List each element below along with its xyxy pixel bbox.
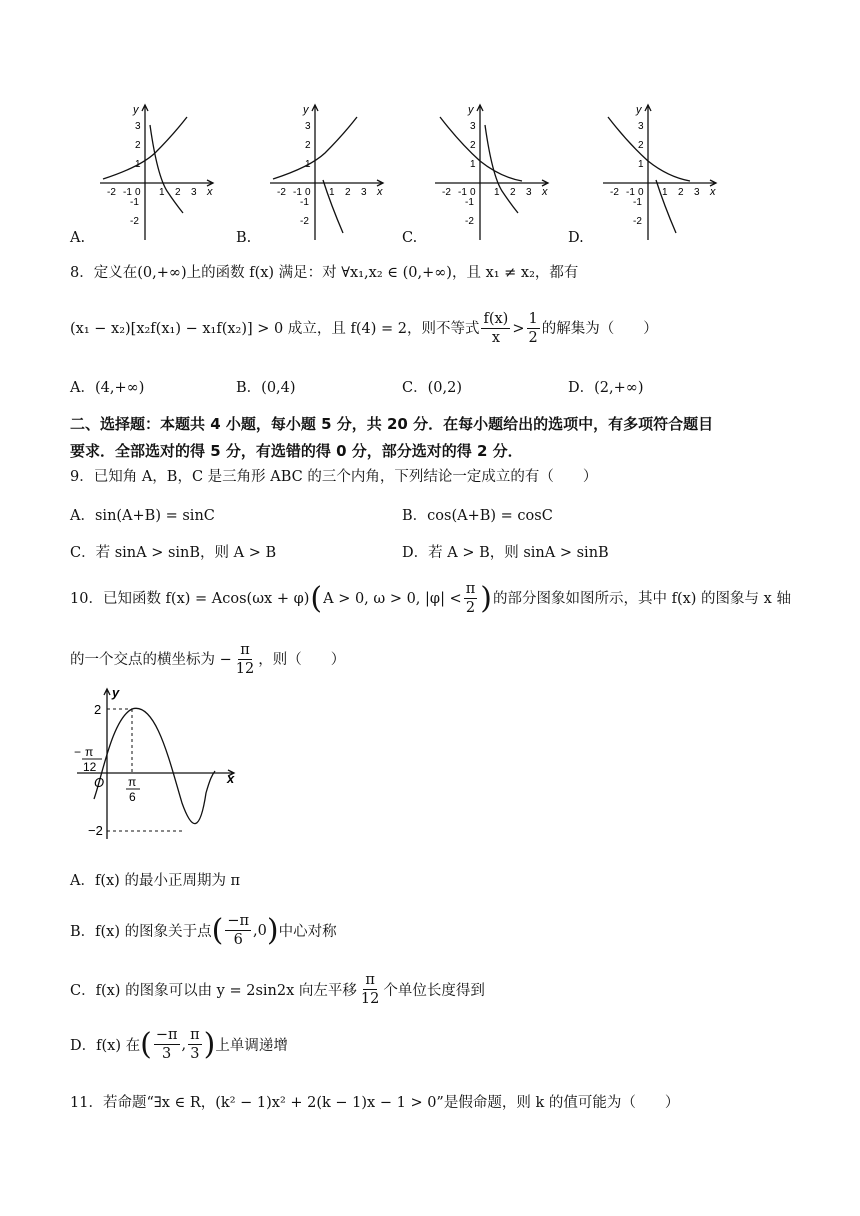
q9-option-a[interactable]: A．sin(A+B) = sinC bbox=[70, 508, 215, 524]
q10-pi-over-2: $\frac{\pi}{2}$ bbox=[465, 581, 476, 616]
q10-condition: A > 0, ω > 0, |φ| < bbox=[323, 590, 462, 607]
q8-fraction-half: $\frac{1}{2}$ bbox=[528, 311, 538, 346]
graph-option-d bbox=[598, 95, 723, 245]
q8-line2 bbox=[70, 310, 658, 347]
svg-text:2: 2 bbox=[510, 187, 516, 198]
svg-text:0: 0 bbox=[470, 187, 476, 198]
svg-text:y: y bbox=[636, 104, 642, 116]
q10-stem-line1: 10．已知函数 f(x) = Acos(ωx + φ) ( A > 0, ω > 0, |φ| < $\frac{\pi}{2}$ ) 的部分图象如图所示，其中 f(x) 的图象与 x 轴 bbox=[70, 580, 791, 616]
svg-text:x: x bbox=[710, 186, 716, 198]
svg-text:3: 3 bbox=[526, 187, 532, 198]
q9-stem: 9．已知角 A，B，C 是三角形 ABC 的三个内角，下列结论一定成立的有（ ） bbox=[70, 469, 598, 485]
q8-stem-line2a: (x₁ − x₂)[x₂f(x₁) − x₁f(x₂)] > 0 成立，且 f(4) = 2，则不等式 bbox=[70, 320, 480, 337]
graph-option-a bbox=[95, 95, 220, 245]
svg-text:-1: -1 bbox=[458, 187, 467, 198]
q10-graph-ymin: −2 bbox=[88, 823, 103, 838]
q8-option-c[interactable]: C．(0,2) bbox=[402, 380, 462, 396]
svg-text:-1: -1 bbox=[626, 187, 635, 198]
svg-text:2: 2 bbox=[678, 187, 684, 198]
svg-text:0: 0 bbox=[305, 187, 311, 198]
svg-text:3: 3 bbox=[135, 121, 141, 132]
svg-text:-2: -2 bbox=[300, 216, 309, 227]
svg-text:-2: -2 bbox=[465, 216, 474, 227]
svg-text:3: 3 bbox=[694, 187, 700, 198]
q9-option-b[interactable]: B．cos(A+B) = cosC bbox=[402, 508, 553, 524]
svg-text:-1: -1 bbox=[123, 187, 132, 198]
q10-graph-pos-num: π bbox=[128, 775, 137, 789]
q10-option-c[interactable]: C． f(x) 的图象可以由 y = 2sin2x 向左平移 $\frac{\pi}{12}$ 个单位长度得到 bbox=[70, 972, 485, 1007]
svg-text:1: 1 bbox=[638, 159, 644, 170]
q8-stem-line2b: 的解集为（ ） bbox=[541, 320, 658, 337]
q10-graph-neg-den: 12 bbox=[83, 760, 97, 774]
graph-label-c: C. bbox=[402, 230, 418, 246]
svg-text:-2: -2 bbox=[277, 187, 286, 198]
svg-text:3: 3 bbox=[305, 121, 311, 132]
q8-gt: > bbox=[512, 320, 525, 337]
svg-text:1: 1 bbox=[135, 159, 141, 170]
q8-option-d[interactable]: D．(2,+∞) bbox=[568, 380, 644, 396]
svg-text:2: 2 bbox=[305, 140, 311, 151]
graph-option-c bbox=[430, 95, 555, 245]
svg-text:-1: -1 bbox=[130, 197, 139, 208]
svg-text:1: 1 bbox=[305, 159, 311, 170]
q10-option-d[interactable]: D． f(x) 在 ( $\frac{-\pi}{3}$ , $\frac{\pi}{3}$ ) 上单调递增 bbox=[70, 1027, 288, 1062]
svg-text:3: 3 bbox=[191, 187, 197, 198]
svg-text:2: 2 bbox=[175, 187, 181, 198]
q8-line1 bbox=[70, 263, 578, 283]
section2-heading-line2: 要求．全部选对的得 5 分，有选错的得 0 分，部分选对的得 2 分． bbox=[70, 442, 523, 460]
q9-option-c[interactable]: C．若 sinA > sinB，则 A > B bbox=[70, 545, 277, 561]
svg-text:-2: -2 bbox=[610, 187, 619, 198]
q8-stem-line1: 定义在(0,+∞)上的函数 f(x) 满足：对 ∀x₁,x₂ ∈ (0,+∞)，且 x₁ ≠ x₂，都有 bbox=[93, 265, 579, 281]
svg-text:1: 1 bbox=[329, 187, 335, 198]
q10-stem-line2 bbox=[70, 641, 345, 678]
svg-text:x: x bbox=[377, 186, 383, 198]
svg-text:x: x bbox=[542, 186, 548, 198]
svg-text:2: 2 bbox=[470, 140, 476, 151]
graph-label-d: D. bbox=[568, 230, 584, 246]
q10-option-b[interactable]: B． f(x) 的图象关于点 ( $\frac{-\pi}{6}$ ,0 ) 中心对称 bbox=[70, 913, 337, 948]
q10-graph bbox=[72, 683, 242, 843]
svg-text:1: 1 bbox=[159, 187, 165, 198]
q10-stem2-b: ，则（ ） bbox=[258, 651, 346, 668]
svg-text:0: 0 bbox=[638, 187, 644, 198]
svg-text:2: 2 bbox=[345, 187, 351, 198]
svg-text:-2: -2 bbox=[442, 187, 451, 198]
q8-fraction-fx-over-x: $\frac{f(x)}{x}$ bbox=[483, 311, 509, 346]
svg-text:3: 3 bbox=[638, 121, 644, 132]
svg-text:3: 3 bbox=[361, 187, 367, 198]
svg-text:-2: -2 bbox=[633, 216, 642, 227]
q8-option-b[interactable]: B．(0,4) bbox=[236, 380, 296, 396]
q10-graph-pos-den: 6 bbox=[129, 790, 136, 804]
svg-text:-2: -2 bbox=[130, 216, 139, 227]
svg-text:1: 1 bbox=[470, 159, 476, 170]
svg-text:2: 2 bbox=[638, 140, 644, 151]
graph-label-a: A. bbox=[70, 230, 86, 246]
q10-graph-ymax: 2 bbox=[94, 702, 102, 717]
svg-text:1: 1 bbox=[662, 187, 668, 198]
graph-option-b bbox=[265, 95, 390, 245]
svg-text:y: y bbox=[468, 104, 474, 116]
q10-stem2-a: 的一个交点的横坐标为 − bbox=[70, 651, 232, 668]
svg-text:3: 3 bbox=[470, 121, 476, 132]
svg-text:0: 0 bbox=[135, 187, 141, 198]
q10-graph-origin: O bbox=[94, 775, 105, 790]
q10-graph-y-label: y bbox=[112, 685, 120, 700]
section2-heading-line1: 二、选择题：本题共 4 小题，每小题 5 分，共 20 分．在每小题给出的选项中，有多项符合题目 bbox=[70, 415, 714, 433]
svg-text:1: 1 bbox=[494, 187, 500, 198]
svg-text:x: x bbox=[207, 186, 213, 198]
graph-label-b: B. bbox=[236, 230, 252, 246]
svg-text:-1: -1 bbox=[300, 197, 309, 208]
q10-pi-over-12: $\frac{\pi}{12}$ bbox=[235, 642, 255, 677]
q10-stem-b: 的部分图象如图所示，其中 f(x) 的图象与 x 轴 bbox=[492, 590, 791, 607]
svg-text:-1: -1 bbox=[293, 187, 302, 198]
q9-option-d[interactable]: D．若 A > B，则 sinA > sinB bbox=[402, 545, 609, 561]
q10-graph-neg-sign: − bbox=[74, 745, 82, 759]
q10-graph-neg-num: π bbox=[85, 745, 94, 759]
q10-option-a[interactable]: A．f(x) 的最小正周期为 π bbox=[70, 873, 241, 889]
q10-graph-x-label: x bbox=[227, 771, 235, 786]
q10-stem-a: 10．已知函数 f(x) = Acos(ωx + φ) bbox=[70, 590, 310, 607]
q8-number: 8． bbox=[70, 265, 94, 281]
svg-text:y: y bbox=[133, 104, 139, 116]
svg-text:-1: -1 bbox=[465, 197, 474, 208]
q11-stem: 11．若命题“∃x ∈ R，(k² − 1)x² + 2(k − 1)x − 1 > 0”是假命题，则 k 的值可能为（ ） bbox=[70, 1095, 680, 1111]
q8-option-a[interactable]: A．(4,+∞) bbox=[70, 380, 145, 396]
svg-text:-1: -1 bbox=[633, 197, 642, 208]
svg-text:-2: -2 bbox=[107, 187, 116, 198]
svg-text:y: y bbox=[303, 104, 309, 116]
svg-text:2: 2 bbox=[135, 140, 141, 151]
